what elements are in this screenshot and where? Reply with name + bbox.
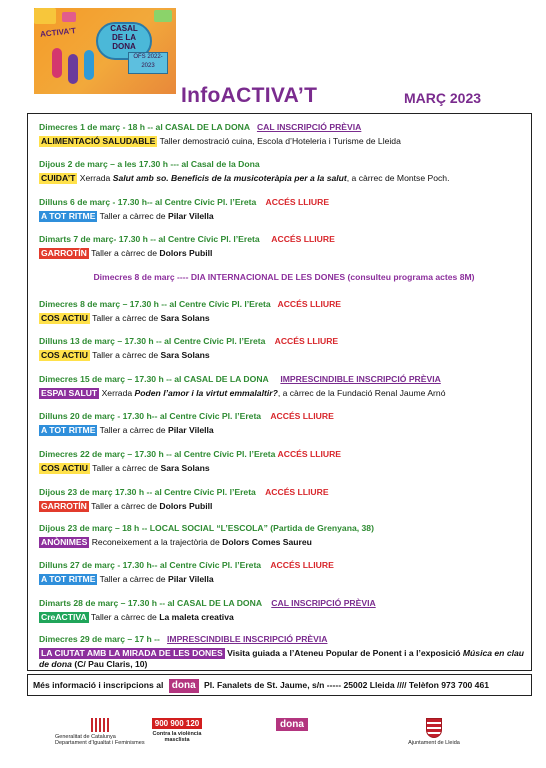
footer-text: Més informació i inscripcions al bbox=[33, 680, 166, 690]
figure-illustration bbox=[52, 48, 62, 78]
entry-date: Dilluns 20 de març - 17.30 h-- al Centre Cívic Pl. l’Ereta bbox=[39, 411, 262, 421]
entry-host: Dolors Comes Saureu bbox=[222, 537, 312, 547]
entry-host: Pilar Vilella bbox=[167, 574, 214, 584]
entry-text: Taller a càrrec de bbox=[89, 313, 161, 323]
department-name: Departament d’Igualtat i Feminismes bbox=[55, 740, 145, 746]
casal-dona-banner bbox=[34, 8, 176, 94]
entry-text: Taller a càrrec de bbox=[89, 350, 161, 360]
entry-note: ACCÉS LLIURE bbox=[277, 449, 342, 459]
generalitat-logo bbox=[55, 718, 145, 746]
entry-tag: ALIMENTACIÓ SALUDABLE bbox=[41, 136, 156, 146]
entry-date: Dilluns 6 de març - 17.30 h-- al Centre Cívic Pl. l’Ereta bbox=[39, 197, 257, 207]
entry-tag: A TOT RITME bbox=[41, 425, 96, 435]
ajuntament-name: Ajuntament de Lleida bbox=[408, 740, 460, 746]
helpline-number: 900 900 120 bbox=[152, 718, 203, 729]
footer-address: Pl. Fanalets de St. Jaume, s/n ----- 25002 Lleida //// Telèfon 973 700 461 bbox=[201, 680, 490, 690]
casal-dona-mark: dona bbox=[276, 718, 308, 731]
agenda-entry bbox=[39, 234, 529, 259]
banner-activat-text: ACTIVA'T bbox=[39, 26, 77, 39]
entry-tag: ESPAI SALUT bbox=[41, 388, 98, 398]
helpline-sub: Contra la violència bbox=[152, 731, 202, 737]
entry-note: ACCÉS LLIURE bbox=[265, 197, 330, 207]
banner-dela-text: DE LA bbox=[112, 33, 136, 42]
figure-illustration bbox=[68, 54, 78, 84]
entry-host: Sara Solans bbox=[160, 313, 210, 323]
helpline-logo bbox=[147, 718, 207, 743]
entry-date: Dilluns 13 de març – 17.30 h -- al Centre Cívic Pl. l’Ereta bbox=[39, 336, 266, 346]
entry-note: CAL INSCRIPCIÓ PRÈVIA bbox=[256, 122, 362, 132]
agenda-entry bbox=[39, 122, 529, 147]
entry-host: Dolors Pubill bbox=[159, 501, 213, 511]
senyera-icon bbox=[91, 718, 109, 732]
entry-text: Taller a càrrec de bbox=[97, 211, 168, 221]
page-month: MARÇ 2023 bbox=[404, 90, 482, 106]
agenda-entry bbox=[39, 449, 529, 474]
entry-note: CAL INSCRIPCIÓ PRÈVIA bbox=[271, 598, 376, 608]
entry-date: Dimecres 22 de març – 17.30 h -- al Centre Cívic Pl. l’Ereta bbox=[39, 449, 276, 459]
entry-title: Poden l’amor i la virtut emmalaltir? bbox=[134, 388, 278, 398]
entry-tag: A TOT RITME bbox=[41, 574, 96, 584]
entry-tag: COS ACTIU bbox=[41, 313, 88, 323]
entry-tag: COS ACTIU bbox=[41, 350, 88, 360]
entry-tag: ANÒNIMES bbox=[41, 537, 88, 547]
agenda-entry bbox=[39, 560, 529, 585]
agenda-frame bbox=[27, 113, 532, 671]
agenda-entry bbox=[39, 299, 529, 324]
entry-text: Taller a càrrec de bbox=[88, 612, 160, 622]
agenda-highlight: Dimecres 8 de març ---- DIA INTERNACIONAL DE LES DONES (consulteu programa actes 8M) bbox=[93, 272, 475, 282]
entry-text: Reconeixement a la trajectòria de bbox=[89, 537, 223, 547]
entry-note: ACCÉS LLIURE bbox=[277, 299, 342, 309]
entry-text: Xerrada bbox=[77, 173, 113, 183]
entry-date: Dimecres 8 de març – 17.30 h -- al Centre Cívic Pl. l’Ereta bbox=[39, 299, 271, 309]
entry-title: Música en clau de dona bbox=[39, 648, 525, 669]
agenda-entry bbox=[39, 598, 529, 623]
entry-tag: CreACTIVA bbox=[41, 612, 87, 622]
entry-text: Taller a càrrec de bbox=[97, 425, 168, 435]
entry-date: Dijous 2 de març – a les 17.30 h --- al Casal de la Dona bbox=[39, 159, 260, 169]
entry-date: Dilluns 27 de març - 17.30 h-- al Centre Cívic Pl. l’Ereta bbox=[39, 560, 262, 570]
entry-text: Xerrada bbox=[99, 388, 135, 398]
entry-tag: GARROTÍN bbox=[41, 248, 87, 258]
entry-tag: CUIDA’T bbox=[41, 173, 76, 183]
entry-date: Dimecres 15 de març – 17.30 h -- al CASAL DE LA DONA bbox=[39, 374, 269, 384]
entry-text: Visita guiada a l’Ateneu Popular de Ponent i a l’exposició bbox=[224, 648, 463, 658]
banner-casal-text: CASAL bbox=[110, 24, 138, 33]
entry-note: IMPRESCINDIBLE INSCRIPCIÓ PRÈVIA bbox=[167, 634, 328, 644]
entry-text: , a càrrec de Montse Poch. bbox=[346, 173, 450, 183]
agenda-entry bbox=[39, 336, 529, 361]
entry-date: Dimarts 7 de març- 17.30 h -- al Centre Cívic Pl. l’Ereta bbox=[39, 234, 260, 244]
entry-note: ACCÉS LLIURE bbox=[270, 411, 334, 421]
entry-tag: GARROTÍN bbox=[41, 501, 87, 511]
entry-tag: COS ACTIU bbox=[41, 463, 88, 473]
entry-title: Salut amb so. Beneficis de la musicoteràpia per a la salut bbox=[112, 173, 347, 183]
agenda-entry bbox=[39, 523, 529, 548]
agenda-entry bbox=[39, 374, 529, 399]
entry-note: ACCÉS LLIURE bbox=[274, 336, 339, 346]
banner-dona-text: DONA bbox=[112, 42, 136, 51]
agenda-entry bbox=[39, 487, 529, 512]
entry-date: Dimarts 28 de març – 17.30 h -- al CASAL DE LA DONA bbox=[39, 598, 262, 608]
agenda-entry bbox=[39, 197, 529, 222]
entry-note: ACCÉS LLIURE bbox=[271, 234, 335, 244]
entry-host: Dolors Pubill bbox=[159, 248, 213, 258]
entry-host: Pilar Vilella bbox=[167, 425, 214, 435]
figure-illustration bbox=[84, 50, 94, 80]
entry-text: (C/ Pau Claris, 10) bbox=[71, 659, 148, 669]
agenda-entry bbox=[39, 411, 529, 436]
entry-text: Taller demostració cuina, Escola d’Hoteleria i Turisme de Lleida bbox=[157, 136, 401, 146]
entry-host: Sara Solans bbox=[160, 463, 210, 473]
entry-host: Pilar Vilella bbox=[167, 211, 214, 221]
entry-text: Taller a càrrec de bbox=[97, 574, 168, 584]
entry-date: Dimecres 1 de març - 18 h -- al CASAL DE LA DONA bbox=[39, 122, 250, 132]
entry-host: La maleta creativa bbox=[159, 612, 234, 622]
entry-date: Dijous 23 de març 17.30 h -- al Centre Cívic Pl. l’Ereta bbox=[39, 487, 256, 497]
entry-text: Taller a càrrec de bbox=[88, 248, 160, 258]
entry-date: Dijous 23 de març – 18 h -- LOCAL SOCIAL “L’ESCOLA” (Partida de Grenyana, 38) bbox=[39, 523, 374, 533]
entry-date: Dimecres 29 de març – 17 h -- bbox=[39, 634, 160, 644]
entry-text: Taller a càrrec de bbox=[88, 501, 160, 511]
page-title: InfoACTIVA’T bbox=[181, 84, 318, 107]
entry-tag: LA CIUTAT AMB LA MIRADA DE LES DONES bbox=[41, 648, 223, 658]
entry-note: ACCÉS LLIURE bbox=[270, 560, 334, 570]
dona-logo: dona bbox=[169, 679, 199, 693]
banner-badge: OFS 2022-2023 bbox=[128, 52, 168, 74]
helpline-sub: masclista bbox=[164, 737, 190, 743]
ajuntament-lleida-logo bbox=[404, 718, 464, 746]
entry-tag: A TOT RITME bbox=[41, 211, 96, 221]
entry-host: Sara Solans bbox=[160, 350, 210, 360]
entry-note: ACCÉS LLIURE bbox=[265, 487, 329, 497]
lleida-shield-icon bbox=[426, 718, 442, 738]
agenda-entry bbox=[39, 159, 529, 184]
generalitat-name: Generalitat de Catalunya bbox=[55, 734, 116, 740]
casal-dona-logo bbox=[260, 718, 324, 731]
contact-footer bbox=[27, 674, 532, 696]
agenda-entry bbox=[39, 634, 529, 670]
entry-note: IMPRESCINDIBLE INSCRIPCIÓ PRÈVIA bbox=[280, 374, 441, 384]
entry-text: , a càrrec de la Fundació Renal Jaume Arnó bbox=[277, 388, 446, 398]
entry-text: Taller a càrrec de bbox=[89, 463, 161, 473]
